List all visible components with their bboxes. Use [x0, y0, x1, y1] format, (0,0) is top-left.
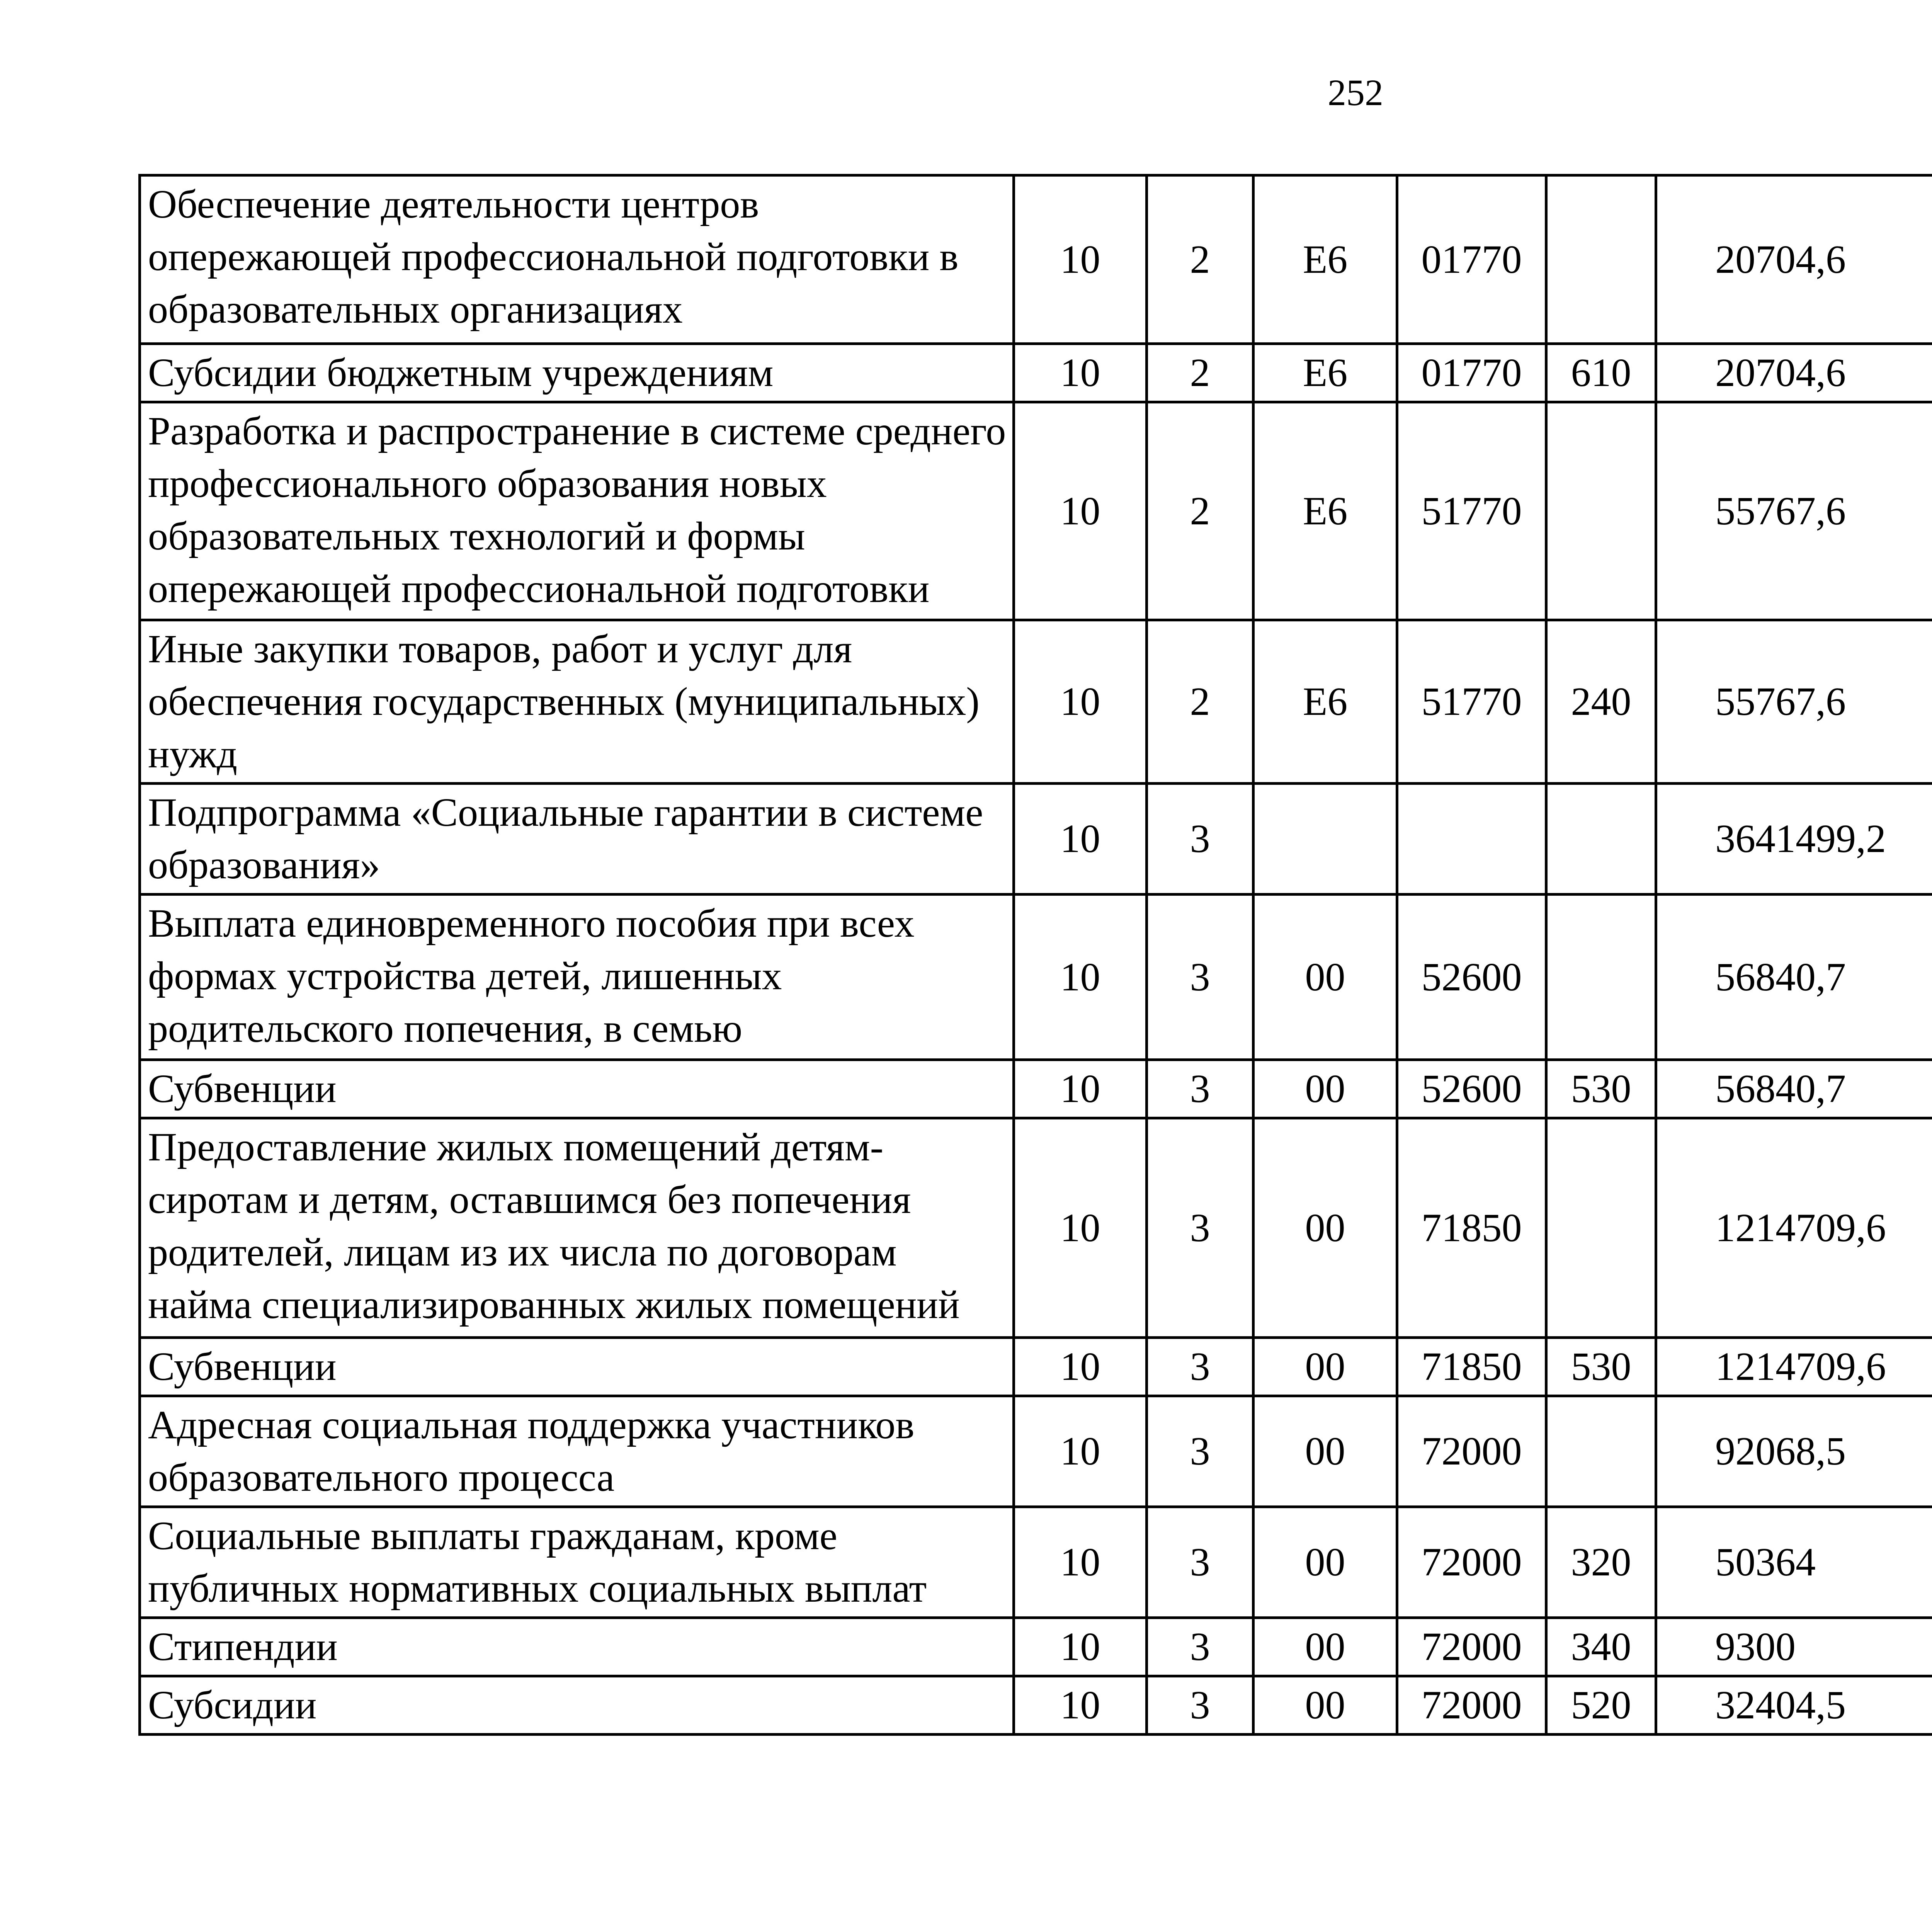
amount-year-1: 1214709,6 [1656, 1118, 1932, 1338]
program-code: 00 [1253, 1396, 1397, 1507]
expense-type-code [1546, 784, 1656, 895]
subsection-code: 3 [1147, 1118, 1253, 1338]
expense-type-code [1546, 895, 1656, 1060]
table-row [140, 175, 1932, 344]
target-code: 71850 [1397, 1338, 1546, 1396]
amount-year-1: 55767,6 [1656, 620, 1932, 784]
table-row [140, 620, 1932, 784]
section-code: 10 [1014, 895, 1147, 1060]
section-code: 10 [1014, 344, 1147, 402]
row-name: Субсидии бюджетным учреждениям [140, 344, 1014, 402]
section-code: 10 [1014, 1507, 1147, 1618]
table-row [140, 1618, 1932, 1676]
section-code: 10 [1014, 1338, 1147, 1396]
amount-year-1: 92068,5 [1656, 1396, 1932, 1507]
program-code: Е6 [1253, 344, 1397, 402]
amount-year-1: 32404,5 [1656, 1676, 1932, 1735]
expense-type-code: 240 [1546, 620, 1656, 784]
target-code: 01770 [1397, 175, 1546, 344]
program-code: 00 [1253, 1507, 1397, 1618]
expense-type-code [1546, 1396, 1656, 1507]
row-name: Субвенции [140, 1060, 1014, 1118]
expense-type-code: 530 [1546, 1060, 1656, 1118]
expense-type-code: 610 [1546, 344, 1656, 402]
target-code: 71850 [1397, 1118, 1546, 1338]
row-name: Адресная социальная поддержка участников образовательного процесса [140, 1396, 1014, 1507]
program-code: Е6 [1253, 175, 1397, 344]
section-code: 10 [1014, 1676, 1147, 1735]
table-row [140, 1507, 1932, 1618]
program-code: 00 [1253, 1118, 1397, 1338]
row-name: Социальные выплаты гражданам, кроме публичных нормативных социальных выплат [140, 1507, 1014, 1618]
expense-type-code [1546, 1118, 1656, 1338]
amount-year-1: 55767,6 [1656, 402, 1932, 620]
program-code: 00 [1253, 1618, 1397, 1676]
table-body [140, 175, 1932, 1735]
amount-year-1: 50364 [1656, 1507, 1932, 1618]
row-name: Разработка и распространение в системе среднего профессионального образования новых образовательных технологий и формы опережающей профессиональной подготовки [140, 402, 1014, 620]
row-name: Субсидии [140, 1676, 1014, 1735]
program-code [1253, 784, 1397, 895]
target-code: 72000 [1397, 1507, 1546, 1618]
target-code: 72000 [1397, 1618, 1546, 1676]
subsection-code: 3 [1147, 1676, 1253, 1735]
subsection-code: 3 [1147, 1060, 1253, 1118]
expense-type-code: 320 [1546, 1507, 1656, 1618]
program-code: 00 [1253, 895, 1397, 1060]
target-code: 51770 [1397, 402, 1546, 620]
amount-year-1: 56840,7 [1656, 895, 1932, 1060]
table-row [140, 1060, 1932, 1118]
target-code: 01770 [1397, 344, 1546, 402]
program-code: 00 [1253, 1060, 1397, 1118]
row-name: Выплата единовременного пособия при всех формах устройства детей, лишенных родительского попечения, в семью [140, 895, 1014, 1060]
table-row [140, 344, 1932, 402]
table-row [140, 1676, 1932, 1735]
section-code: 10 [1014, 1618, 1147, 1676]
section-code: 10 [1014, 1118, 1147, 1338]
row-name: Предоставление жилых помещений детям-сиротам и детям, оставшимся без попечения родителей, лицам из их числа по договорам найма специализированных жилых помещений [140, 1118, 1014, 1338]
subsection-code: 3 [1147, 1396, 1253, 1507]
row-name: Подпрограмма «Социальные гарантии в системе образования» [140, 784, 1014, 895]
section-code: 10 [1014, 1396, 1147, 1507]
target-code: 72000 [1397, 1676, 1546, 1735]
expense-type-code: 520 [1546, 1676, 1656, 1735]
program-code: 00 [1253, 1338, 1397, 1396]
subsection-code: 3 [1147, 895, 1253, 1060]
row-name: Субвенции [140, 1338, 1014, 1396]
budget-table [138, 174, 1932, 1736]
section-code: 10 [1014, 620, 1147, 784]
amount-year-1: 56840,7 [1656, 1060, 1932, 1118]
table-row [140, 1118, 1932, 1338]
target-code [1397, 784, 1546, 895]
section-code: 10 [1014, 175, 1147, 344]
row-name: Обеспечение деятельности центров опережающей профессиональной подготовки в образовательных организациях [140, 175, 1014, 344]
program-code: 00 [1253, 1676, 1397, 1735]
table-row [140, 895, 1932, 1060]
amount-year-1: 20704,6 [1656, 175, 1932, 344]
target-code: 51770 [1397, 620, 1546, 784]
subsection-code: 3 [1147, 1507, 1253, 1618]
target-code: 52600 [1397, 895, 1546, 1060]
program-code: Е6 [1253, 620, 1397, 784]
expense-type-code [1546, 175, 1656, 344]
table-row [140, 1338, 1932, 1396]
expense-type-code: 530 [1546, 1338, 1656, 1396]
subsection-code: 3 [1147, 784, 1253, 895]
section-code: 10 [1014, 1060, 1147, 1118]
table-row [140, 784, 1932, 895]
subsection-code: 3 [1147, 1338, 1253, 1396]
subsection-code: 3 [1147, 1618, 1253, 1676]
table-row [140, 1396, 1932, 1507]
row-name: Стипендии [140, 1618, 1014, 1676]
amount-year-1: 1214709,6 [1656, 1338, 1932, 1396]
amount-year-1: 3641499,2 [1656, 784, 1932, 895]
section-code: 10 [1014, 402, 1147, 620]
page-number: 252 [1328, 72, 1383, 113]
target-code: 72000 [1397, 1396, 1546, 1507]
section-code: 10 [1014, 784, 1147, 895]
table-row [140, 402, 1932, 620]
expense-type-code [1546, 402, 1656, 620]
amount-year-1: 9300 [1656, 1618, 1932, 1676]
subsection-code: 2 [1147, 620, 1253, 784]
amount-year-1: 20704,6 [1656, 344, 1932, 402]
row-name: Иные закупки товаров, работ и услуг для обеспечения государственных (муниципальных) нужд [140, 620, 1014, 784]
target-code: 52600 [1397, 1060, 1546, 1118]
subsection-code: 2 [1147, 402, 1253, 620]
program-code: Е6 [1253, 402, 1397, 620]
subsection-code: 2 [1147, 344, 1253, 402]
expense-type-code: 340 [1546, 1618, 1656, 1676]
subsection-code: 2 [1147, 175, 1253, 344]
